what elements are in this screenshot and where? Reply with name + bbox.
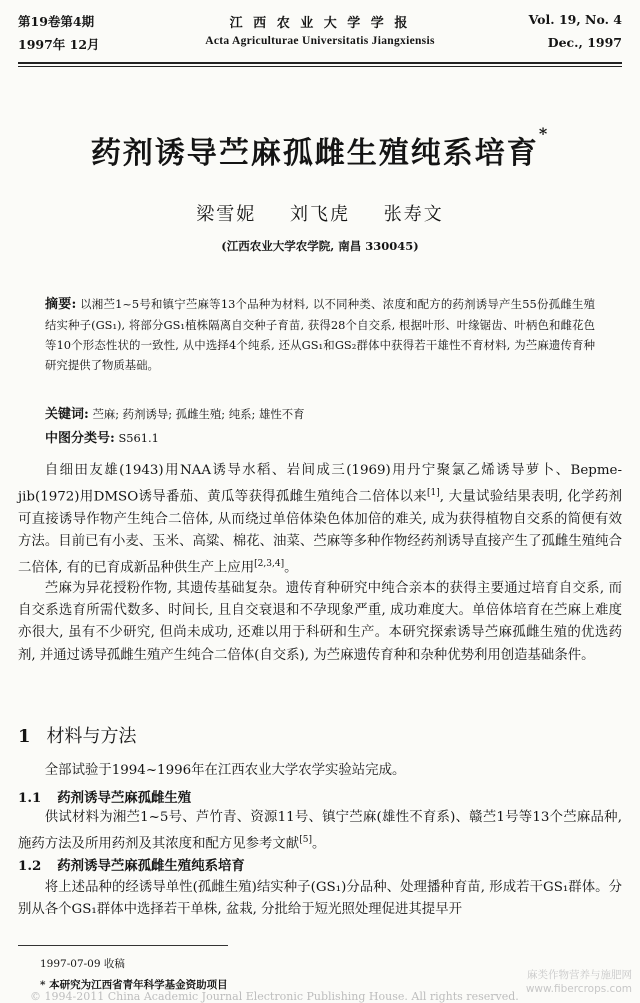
paper-title (0, 124, 640, 172)
body-paragraph-2: 苎麻为异花授粉作物, 其遗传基础复杂。遗传育种研究中纯合亲本的获得主要通过培育自交系, 而自交系选育所需代数多、时间长, 且自交衰退和不孕现象严重, 成功难度大。单倍体培育在苎麻上难度亦很大, 虽有不少研究, 但尚未成功, 还难以用于科研和生产。本研究探索诱导苎麻孤雌生殖的优选药剂, 并通过诱导孤雌生殖产生纯合二倍体(自交系), 为苎麻遗传育种和杂种优势利用创造基础条件。 (18, 581, 622, 663)
watermark-line: www.fibercrops.com (525, 983, 632, 995)
keywords (45, 404, 595, 425)
abstract-text: 以湘苎1~5号和镇宁苎麻等13个品种为材料, 以不同种类、浓度和配方的药剂诱导产生55份孤雌生殖结实种子(GS₁), 将部分GS₁植株隔离自交种子育苗, 获得28个自交系, 根据叶形、叶缘锯齿、叶柄色和雌花色等10个形态性状的一致性, 从中选择4个纯系, 还从GS₁和GS₂群体中获得若干雄性不育材料, 为苎麻遗传育种研究提供了物质基础。 (45, 297, 595, 372)
subsection-number: 1.1 (18, 790, 42, 806)
clc-label: 中图分类号: (45, 431, 115, 446)
footnote-rule (18, 945, 228, 946)
running-header (18, 10, 622, 54)
section-title: 材料与方法 (46, 726, 137, 747)
keywords-text: 苎麻; 药剂诱导; 孤雌生殖; 纯系; 雄性不育 (92, 407, 305, 421)
header-rule-thick (18, 62, 622, 64)
citation-ref: [1] (427, 488, 440, 499)
author-name: 刘飞虎 (290, 204, 350, 225)
section-number: 1 (18, 726, 31, 747)
clc-text: S561.1 (118, 431, 159, 445)
subsection-number: 1.2 (18, 858, 42, 874)
body-text-span: , 大量试验结果表明, 化学药剂可直接诱导作物产生纯合二倍体, 从而绕过单倍体染色体加倍的难关, 成为获得植物自交系的简便有效方法。目前已有小麦、玉米、高粱、棉花、油菜、苎麻等多种作物经药剂诱导直接产生了孤雌生殖纯合二倍体, 有的已育成新品种供生产上应用 (18, 489, 622, 576)
body-text-span: 自细田友雄(1943)用NAA诱导水稻、岩间成三(1969)用丹宁聚氯乙烯诱导萝卜、Bepme-jib(1972)用DMSO诱导番茄、黄瓜等获得孤雌生殖纯合二倍体以来 (18, 463, 622, 505)
body-paragraph-5: 将上述品种的经诱导单性(孤雌生殖)结实种子(GS₁)分品种、处理播种育苗, 形成若干GS₁群体。分别从各个GS₁群体中选择若干单株, 盆栽, 分批给于短光照处理促进其提早开 (18, 880, 622, 918)
author-name: 张寿文 (383, 204, 444, 225)
author-list (0, 200, 640, 226)
header-volume-en: Vol. 19, No. 4 (528, 12, 622, 27)
body-paragraph-3: 全部试验于1994~1996年在江西农业大学农学实验站完成。 (44, 763, 406, 778)
header-journal-cn: 江 西 农 业 大 学 学 报 (229, 16, 411, 31)
keywords-label: 关键词: (45, 407, 89, 422)
title-text: 药剂诱导苎麻孤雌生殖纯系培育 (90, 136, 539, 171)
affiliation: (江西农业大学农学院, 南昌 330045) (221, 239, 419, 253)
watermark-line: 麻类作物营养与施肥网 (527, 969, 632, 981)
subsection-heading-1-1 (18, 787, 622, 806)
title-footnote-mark: * (538, 124, 550, 143)
header-volume-cn: 第19卷第4期 (18, 14, 95, 29)
abstract-label: 摘要: (45, 297, 77, 312)
author-name: 梁雪妮 (196, 204, 257, 225)
header-date-en: Dec., 1997 (547, 35, 622, 50)
subsection-heading-1-2 (18, 855, 622, 874)
body-paragraph-1 (18, 460, 622, 580)
header-journal-en: Acta Agriculturae Universitatis Jiangxiensis (205, 35, 435, 47)
body-text-span: 。 (284, 560, 298, 576)
citation-ref: [5] (299, 835, 312, 846)
section-heading-1 (18, 722, 137, 748)
footnote-received: 1997-07-09 收稿 (40, 958, 125, 970)
citation-ref: [2,3,4] (254, 559, 285, 570)
body-paragraph-4 (18, 807, 622, 856)
subsection-title: 药剂诱导苎麻孤雌生殖 (57, 790, 192, 806)
header-rule-thin (18, 66, 622, 67)
header-date-cn: 1997年 12月 (18, 37, 100, 52)
body-text-span: 。 (311, 836, 326, 852)
abstract (45, 294, 595, 375)
body-text-span: 供试材料为湘苎1~5号、芦竹青、资源11号、镇宁苎麻(雄性不育系)、赣苎1号等13个苎麻品种, 施药方法及所用药剂及其浓度和配方见参考文献 (18, 810, 622, 852)
classification-number (45, 428, 595, 449)
copyright-line: © 1994-2011 China Academic Journal Electronic Publishing House. All rights reserved. (30, 990, 519, 1003)
subsection-title: 药剂诱导苎麻孤雌生殖纯系培育 (57, 858, 245, 874)
site-watermark (526, 968, 632, 996)
footnote-funding: * 本研究为江西省青年科学基金资助项目 (40, 979, 228, 991)
